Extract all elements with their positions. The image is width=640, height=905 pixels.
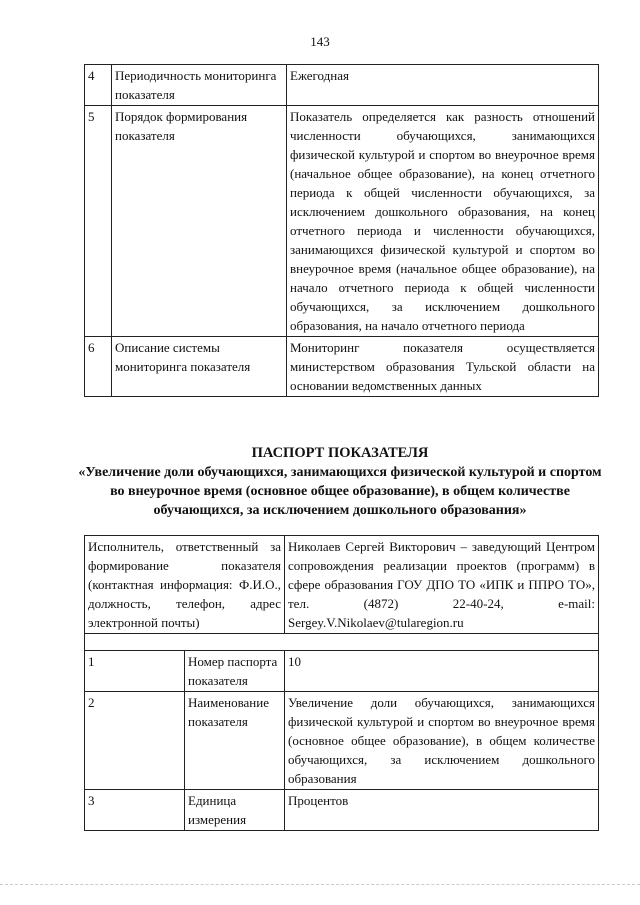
row-number: 5 — [85, 106, 112, 337]
table-row — [85, 790, 599, 831]
scan-artifact-line — [0, 884, 640, 889]
row-value: Показатель определяется как разность отношений численности обучающихся, занимающихся физической культурой и спортом во внеурочное время (начальное общее образование), на конец отчетного периода к общей численности обучающихся, за исключением дошкольного образования, на конец отчетного периода и численности обучающихся, занимающихся физической культурой и спортом во внеурочное время (начальное общее образование), на начало отчетного периода к общей численности обучающихся, за исключением дошкольного образования, на начало отчетного периода — [287, 106, 599, 337]
row-label: Единица измерения — [185, 790, 285, 831]
passport-table — [84, 535, 599, 831]
row-label: Наименование показателя — [185, 692, 285, 790]
spacer-row — [85, 634, 599, 651]
indicator-table-continued — [84, 64, 599, 397]
table-row — [85, 692, 599, 790]
row-number: 1 — [85, 651, 185, 692]
row-number: 4 — [85, 65, 112, 106]
row-value: Ежегодная — [287, 65, 599, 106]
executor-value: Николаев Сергей Викторович – заведующий Центром сопровождения реализации проектов (программ) в сфере образования ГОУ ДПО ТО «ИПК и ППРО ТО», тел. (4872) 22-40-24, e-mail: Sergey.V.Nikolaev@tularegion.ru — [285, 536, 599, 634]
table-row — [85, 337, 599, 397]
row-label: Номер паспорта показателя — [185, 651, 285, 692]
table-row — [85, 651, 599, 692]
row-number: 3 — [85, 790, 185, 831]
page-number: 143 — [310, 34, 330, 49]
row-number: 2 — [85, 692, 185, 790]
passport-title: ПАСПОРТ ПОКАЗАТЕЛЯ — [251, 445, 429, 461]
passport-subtitle: «Увеличение доли обучающихся, занимающихся физической культурой и спортом во внеурочное время (основное общее образование), в общем количестве обучающихся, за исключением дошкольного образования» — [78, 465, 602, 518]
row-number: 6 — [85, 337, 112, 397]
executor-label: Исполнитель, ответственный за формирование показателя (контактная информация: Ф.И.О., должность, телефон, адрес электронной почты) — [85, 536, 285, 634]
row-value: Увеличение доли обучающихся, занимающихся физической культурой и спортом во внеурочное время (основное общее образование), в общем количестве обучающихся, за исключением дошкольного образования — [285, 692, 599, 790]
row-value: Мониторинг показателя осуществляется министерством образования Тульской области на основании ведомственных данных — [287, 337, 599, 397]
row-value: 10 — [285, 651, 599, 692]
row-label: Порядок формирования показателя — [112, 106, 287, 337]
passport-heading — [70, 444, 610, 520]
row-label: Описание системы мониторинга показателя — [112, 337, 287, 397]
table-row — [85, 106, 599, 337]
row-value: Процентов — [285, 790, 599, 831]
executor-row — [85, 536, 599, 634]
row-label: Периодичность мониторинга показателя — [112, 65, 287, 106]
table-row — [85, 65, 599, 106]
